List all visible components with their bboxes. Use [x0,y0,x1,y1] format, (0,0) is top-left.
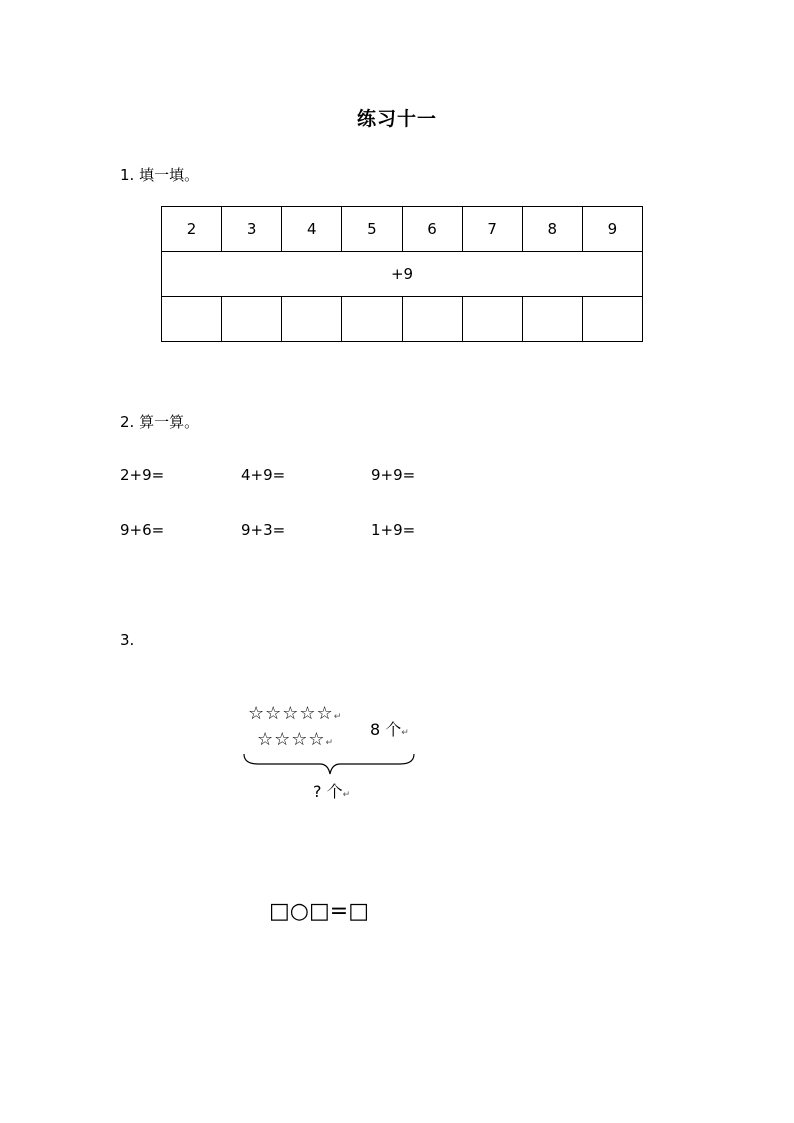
expression: 4+9= [241,466,286,484]
count-text: 8 个 [370,720,402,739]
table-cell: 6 [402,207,462,252]
count-label [370,717,409,740]
return-mark-icon: ↵ [401,728,409,738]
return-mark-icon: ↵ [333,712,342,722]
table-cell: 8 [522,207,582,252]
answer-cell[interactable] [462,297,522,342]
return-mark-icon: ↵ [342,790,351,800]
expression: 9+6= [120,521,165,539]
answer-cell[interactable] [402,297,462,342]
answer-cell[interactable] [282,297,342,342]
question-count-text: ? 个 [313,782,343,801]
stars-row-1 [248,703,341,724]
answer-equation[interactable]: □○□=□ [269,899,369,924]
fill-in-table [161,206,643,342]
question-3-label: 3. [120,631,135,649]
question-2-label: 2. 算一算。 [120,413,200,431]
table-row [162,252,643,297]
table-row [162,207,643,252]
expression: 1+9= [371,521,416,539]
question-count-label [313,779,350,802]
table-cell: 7 [462,207,522,252]
answer-cell[interactable] [522,297,582,342]
table-cell: 5 [342,207,402,252]
table-row [162,297,643,342]
expression: 9+9= [371,466,416,484]
return-mark-icon: ↵ [325,738,334,748]
brace-icon [240,750,420,780]
table-cell: 3 [222,207,282,252]
table-cell: 2 [162,207,222,252]
star-icons: ☆☆☆☆☆ [248,703,334,724]
page-title: 练习十一 [356,108,437,130]
answer-cell[interactable] [582,297,642,342]
expression: 9+3= [241,521,286,539]
operation-cell: +9 [162,252,643,297]
star-icons: ☆☆☆☆ [257,729,326,750]
expression: 2+9= [120,466,165,484]
answer-cell[interactable] [342,297,402,342]
table-cell: 9 [582,207,642,252]
stars-row-2 [257,729,333,750]
answer-cell[interactable] [162,297,222,342]
table-cell: 4 [282,207,342,252]
answer-cell[interactable] [222,297,282,342]
question-1-label: 1. 填一填。 [120,166,200,184]
